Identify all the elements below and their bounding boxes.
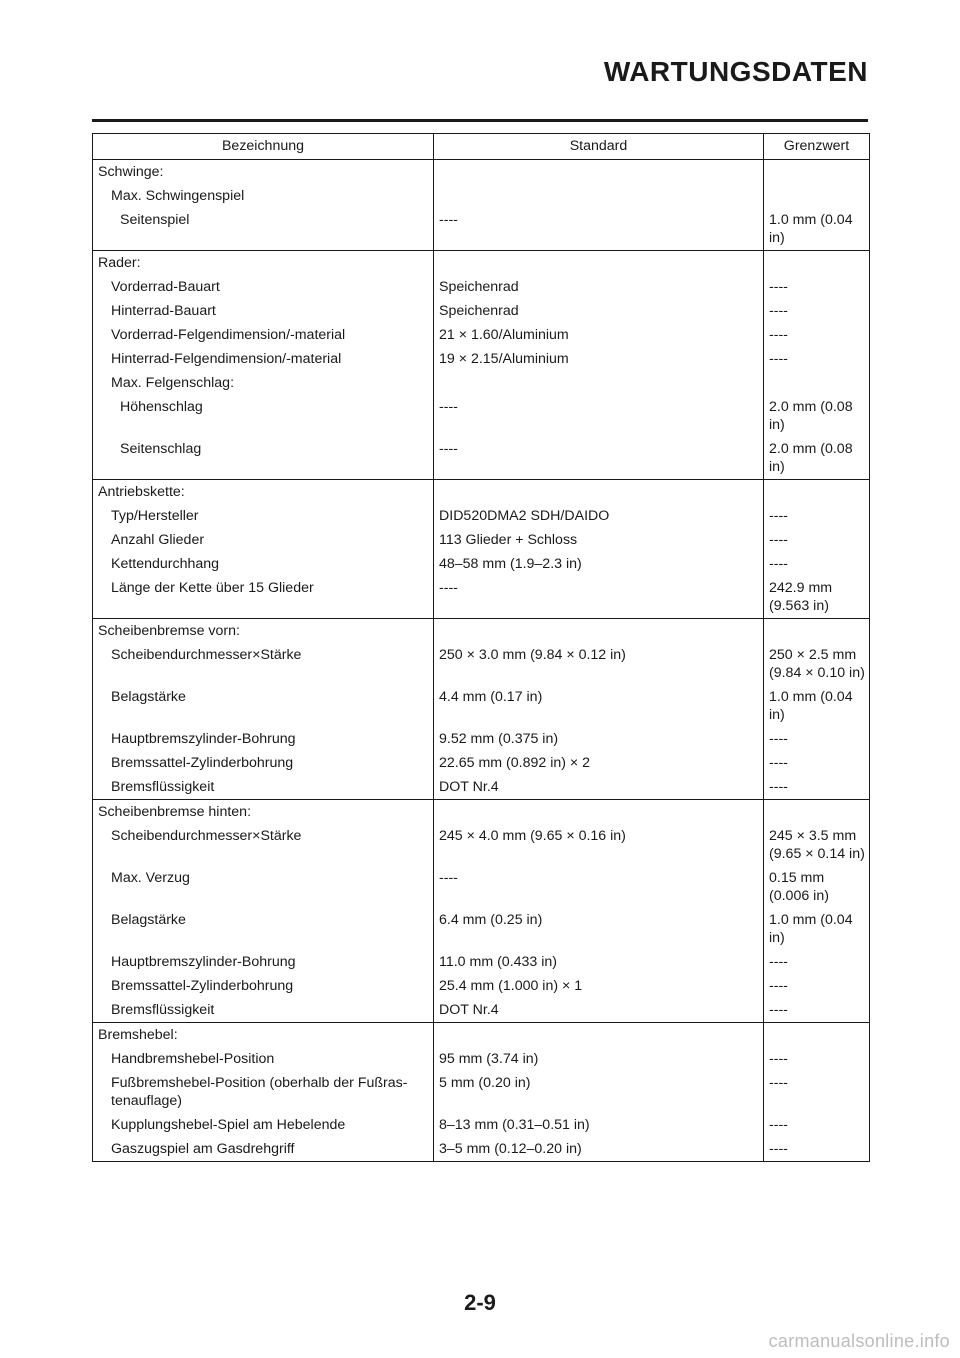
table-row	[93, 371, 870, 395]
row-limit: 250 × 2.5 mm (9.84 × 0.10 in)	[764, 643, 870, 685]
row-limit: 1.0 mm (0.04 in)	[764, 208, 870, 251]
table-row	[93, 275, 870, 299]
row-name: Gaszugspiel am Gasdrehgriff	[93, 1137, 434, 1162]
row-name: Hauptbremszylinder-Bohrung	[93, 727, 434, 751]
row-limit: 2.0 mm (0.08 in)	[764, 437, 870, 480]
table-row	[93, 504, 870, 528]
section-title: Scheibenbremse vorn:	[93, 619, 434, 644]
table-row	[93, 685, 870, 727]
table-row	[93, 528, 870, 552]
section-title: Bremshebel:	[93, 1023, 434, 1048]
section-title: Antriebskette:	[93, 480, 434, 505]
row-name: Scheibendurchmesser×Stärke	[93, 643, 434, 685]
row-limit: ----	[764, 1113, 870, 1137]
row-standard: DID520DMA2 SDH/DAIDO	[434, 504, 764, 528]
row-standard: 8–13 mm (0.31–0.51 in)	[434, 1113, 764, 1137]
row-limit: ----	[764, 727, 870, 751]
row-name: Bremssattel-Zylinderbohrung	[93, 751, 434, 775]
table-header-row	[93, 134, 870, 160]
row-name: Vorderrad-Bauart	[93, 275, 434, 299]
column-header-standard: Standard	[434, 134, 764, 160]
row-name: Bremssattel-Zylinderbohrung	[93, 974, 434, 998]
row-name: Höhenschlag	[93, 395, 434, 437]
row-name: Belagstärke	[93, 908, 434, 950]
table-row	[93, 775, 870, 800]
row-standard: 19 × 2.15/Aluminium	[434, 347, 764, 371]
row-standard: 9.52 mm (0.375 in)	[434, 727, 764, 751]
section-limit-empty	[764, 1023, 870, 1048]
table-row	[93, 1113, 870, 1137]
section-limit-empty	[764, 619, 870, 644]
row-standard: 250 × 3.0 mm (9.84 × 0.12 in)	[434, 643, 764, 685]
section-standard-empty	[434, 480, 764, 505]
row-limit: ----	[764, 347, 870, 371]
row-name: Bremsflüssigkeit	[93, 998, 434, 1023]
header-rule	[92, 119, 868, 122]
section-header-row	[93, 619, 870, 644]
row-standard: ----	[434, 395, 764, 437]
table-row	[93, 208, 870, 251]
row-name: Hinterrad-Bauart	[93, 299, 434, 323]
table-row	[93, 824, 870, 866]
row-standard: 5 mm (0.20 in)	[434, 1071, 764, 1113]
watermark: carmanualsonline.info	[768, 1331, 950, 1351]
table-row	[93, 998, 870, 1023]
row-limit	[764, 371, 870, 395]
row-limit: ----	[764, 950, 870, 974]
section-standard-empty	[434, 160, 764, 185]
table-row	[93, 866, 870, 908]
section-standard-empty	[434, 1023, 764, 1048]
row-limit: 0.15 mm (0.006 in)	[764, 866, 870, 908]
section-title: Rader:	[93, 251, 434, 276]
row-standard: 11.0 mm (0.433 in)	[434, 950, 764, 974]
row-name: Hinterrad-Felgendimension/-material	[93, 347, 434, 371]
section-header-row	[93, 480, 870, 505]
table-row	[93, 1071, 870, 1113]
row-limit: ----	[764, 1071, 870, 1113]
table-row	[93, 1137, 870, 1162]
row-limit: 1.0 mm (0.04 in)	[764, 908, 870, 950]
row-limit	[764, 184, 870, 208]
row-standard: 113 Glieder + Schloss	[434, 528, 764, 552]
section-header-row	[93, 1023, 870, 1048]
section-title: Scheibenbremse hinten:	[93, 800, 434, 825]
row-limit: ----	[764, 751, 870, 775]
table-row	[93, 908, 870, 950]
row-standard: 245 × 4.0 mm (9.65 × 0.16 in)	[434, 824, 764, 866]
row-limit: 1.0 mm (0.04 in)	[764, 685, 870, 727]
row-standard: 3–5 mm (0.12–0.20 in)	[434, 1137, 764, 1162]
row-standard: ----	[434, 866, 764, 908]
table-row	[93, 184, 870, 208]
row-name: Kupplungshebel-Spiel am Hebelende	[93, 1113, 434, 1137]
section-header-row	[93, 251, 870, 276]
table-row	[93, 974, 870, 998]
row-standard: 4.4 mm (0.17 in)	[434, 685, 764, 727]
section-header-row	[93, 800, 870, 825]
row-name: Fußbremshebel-Position (oberhalb der Fußras-tenauflage)	[93, 1071, 434, 1113]
section-limit-empty	[764, 160, 870, 185]
row-limit: ----	[764, 299, 870, 323]
row-limit: ----	[764, 504, 870, 528]
row-standard: 48–58 mm (1.9–2.3 in)	[434, 552, 764, 576]
row-name: Max. Felgenschlag:	[93, 371, 434, 395]
row-standard: ----	[434, 576, 764, 619]
section-standard-empty	[434, 800, 764, 825]
table-row	[93, 347, 870, 371]
page-number: 2-9	[464, 1290, 496, 1315]
row-standard: DOT Nr.4	[434, 775, 764, 800]
spec-table	[92, 133, 870, 1162]
row-standard: ----	[434, 437, 764, 480]
row-limit: ----	[764, 775, 870, 800]
row-name: Scheibendurchmesser×Stärke	[93, 824, 434, 866]
table-row	[93, 727, 870, 751]
row-limit: ----	[764, 528, 870, 552]
row-standard: 25.4 mm (1.000 in) × 1	[434, 974, 764, 998]
row-standard: Speichenrad	[434, 275, 764, 299]
table-row	[93, 1047, 870, 1071]
section-header-row	[93, 160, 870, 185]
row-limit: ----	[764, 275, 870, 299]
row-standard: 21 × 1.60/Aluminium	[434, 323, 764, 347]
row-name: Anzahl Glieder	[93, 528, 434, 552]
row-limit: ----	[764, 1137, 870, 1162]
row-limit: ----	[764, 323, 870, 347]
spec-table-body	[93, 160, 870, 1162]
column-header-name: Bezeichnung	[93, 134, 434, 160]
table-row	[93, 950, 870, 974]
table-row	[93, 437, 870, 480]
row-standard: DOT Nr.4	[434, 998, 764, 1023]
row-name: Max. Verzug	[93, 866, 434, 908]
row-name: Seitenschlag	[93, 437, 434, 480]
row-limit: ----	[764, 974, 870, 998]
row-limit: ----	[764, 1047, 870, 1071]
table-row	[93, 299, 870, 323]
section-standard-empty	[434, 619, 764, 644]
section-limit-empty	[764, 251, 870, 276]
row-limit: 242.9 mm (9.563 in)	[764, 576, 870, 619]
row-standard: Speichenrad	[434, 299, 764, 323]
table-row	[93, 395, 870, 437]
row-standard	[434, 184, 764, 208]
row-name: Länge der Kette über 15 Glieder	[93, 576, 434, 619]
row-limit: 2.0 mm (0.08 in)	[764, 395, 870, 437]
section-title: Schwinge:	[93, 160, 434, 185]
table-row	[93, 323, 870, 347]
column-header-limit: Grenzwert	[764, 134, 870, 160]
row-standard	[434, 371, 764, 395]
table-row	[93, 643, 870, 685]
row-limit: ----	[764, 552, 870, 576]
row-name: Kettendurchhang	[93, 552, 434, 576]
table-row	[93, 751, 870, 775]
row-limit: ----	[764, 998, 870, 1023]
row-standard: ----	[434, 208, 764, 251]
row-standard: 22.65 mm (0.892 in) × 2	[434, 751, 764, 775]
row-name: Max. Schwingenspiel	[93, 184, 434, 208]
table-row	[93, 552, 870, 576]
row-name: Bremsflüssigkeit	[93, 775, 434, 800]
table-row	[93, 576, 870, 619]
row-name: Handbremshebel-Position	[93, 1047, 434, 1071]
row-standard: 95 mm (3.74 in)	[434, 1047, 764, 1071]
row-name: Typ/Hersteller	[93, 504, 434, 528]
section-limit-empty	[764, 480, 870, 505]
section-limit-empty	[764, 800, 870, 825]
page-title: WARTUNGSDATEN	[603, 56, 868, 87]
row-name: Belagstärke	[93, 685, 434, 727]
row-standard: 6.4 mm (0.25 in)	[434, 908, 764, 950]
section-standard-empty	[434, 251, 764, 276]
row-name: Hauptbremszylinder-Bohrung	[93, 950, 434, 974]
row-limit: 245 × 3.5 mm (9.65 × 0.14 in)	[764, 824, 870, 866]
row-name: Vorderrad-Felgendimension/-material	[93, 323, 434, 347]
row-name: Seitenspiel	[93, 208, 434, 251]
